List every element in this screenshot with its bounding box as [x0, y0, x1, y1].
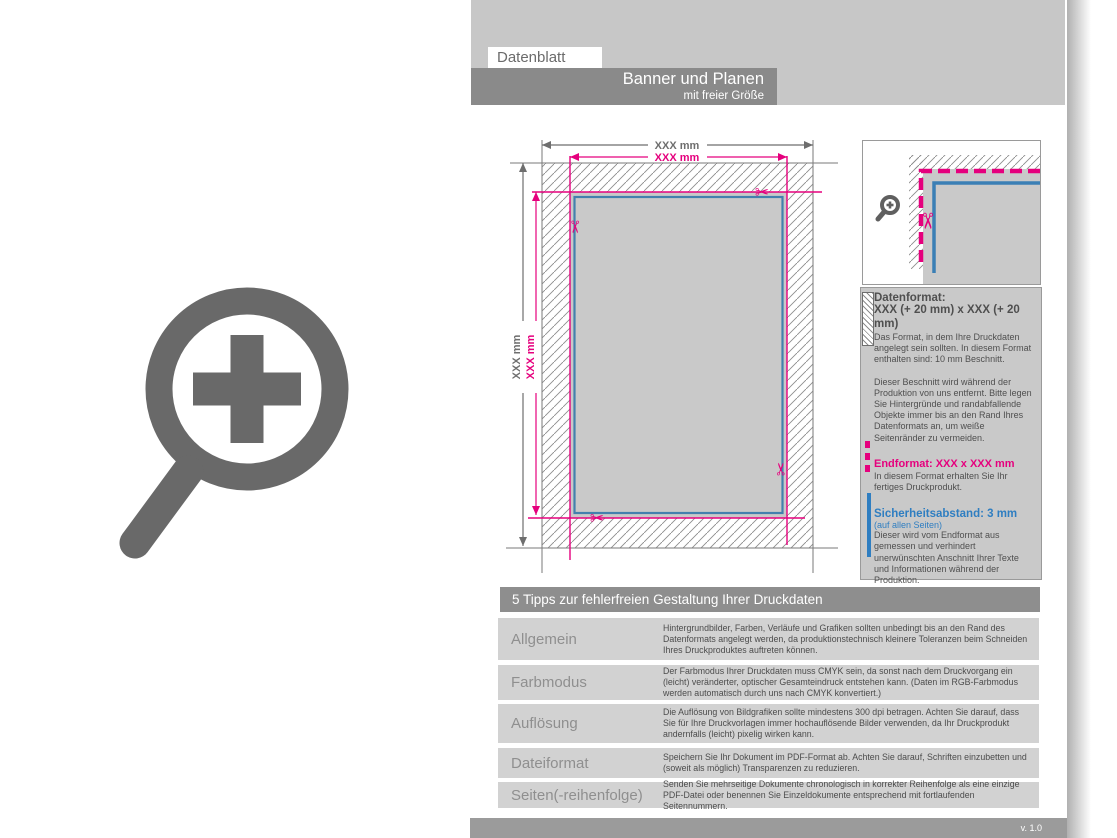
- bleed-diagram: [500, 128, 860, 588]
- dim-width-inner: XXX mm: [654, 152, 700, 164]
- page-title: Banner und Planen: [622, 70, 764, 88]
- safety-heading: Sicherheitsabstand: 3 mm: [874, 508, 1018, 521]
- scissors-icon: ✂: [754, 183, 770, 202]
- safety-bar: [867, 493, 871, 557]
- row-text: Der Farbmodus Ihrer Druckdaten muss CMYK sein, da sonst nach dem Druckvorgang ein (leicht) veränderter, optischer Gesamteindruck entstehen kann. (Daten im RGB-Farbmodus werden automatisch durch uns nach CMYK konvertiert.): [663, 666, 1018, 698]
- row-label: Auflösung: [511, 715, 578, 732]
- table-row: [498, 665, 1039, 700]
- title-banner: [471, 68, 777, 105]
- bleed-hatch-icon: [862, 292, 874, 346]
- page-subtitle: mit freier Größe: [683, 90, 764, 102]
- row-text: Speichern Sie Ihr Dokument im PDF-Format ab. Achten Sie darauf, Schriften einzubetten und (soweit als möglich) Transparenzen zu reduzieren.: [663, 752, 1027, 773]
- endformat-description: In diesem Format erhalten Sie Ihr fertiges Druckprodukt.: [874, 470, 1008, 493]
- safety-description: Dieser wird vom Endformat aus gemessen und verhindert unerwünschten Anschnitt Ihrer Texte und Informationen während der Produktion.: [874, 530, 1019, 586]
- table-row: [498, 748, 1039, 778]
- table-row: [498, 704, 1039, 743]
- dim-height-inner: XXX mm: [525, 334, 537, 380]
- row-label: Dateiformat: [511, 754, 589, 772]
- row-label: Farbmodus: [511, 674, 587, 691]
- tab-label: Datenblatt: [497, 49, 566, 66]
- endformat-heading: Endformat: XXX x XXX mm: [874, 457, 1015, 470]
- endformat-area: [570, 192, 787, 518]
- scissors-icon: ✂: [772, 461, 791, 477]
- datenformat-heading: Datenformat:: [874, 292, 946, 304]
- datenformat-value: XXX (+ 20 mm) x XXX (+ 20 mm): [874, 304, 1020, 330]
- footer-bar: [470, 818, 1067, 838]
- table-row: [498, 618, 1039, 660]
- version-label: v. 1.0: [1020, 823, 1042, 833]
- corner-zoom-preview: [862, 140, 1041, 285]
- endformat-dash-bar: [865, 441, 870, 473]
- format-info-panel: [860, 287, 1042, 586]
- magnifier-plus-icon: [60, 255, 440, 585]
- page-edge-shadow: [1067, 0, 1091, 838]
- scissors-icon: ✂: [589, 509, 605, 528]
- datenformat-description: Das Format, in dem Ihre Druckdaten angelegt sein sollten. In diesem Format enthalten sind: 10 mm Beschnitt.: [874, 332, 1032, 365]
- safety-subheading: (auf allen Seiten): [874, 520, 943, 531]
- tips-title: 5 Tipps zur fehlerfreien Gestaltung Ihrer Druckdaten: [512, 592, 823, 607]
- row-label: Allgemein: [511, 630, 577, 648]
- dim-width-outer: XXX mm: [654, 140, 700, 152]
- tab-datenblatt: [488, 47, 602, 68]
- tips-title-bar: [500, 587, 1040, 612]
- row-label: Seiten(-reihenfolge): [511, 786, 643, 804]
- row-text: Die Auflösung von Bildgrafiken sollte mindestens 300 dpi betragen. Achten Sie darauf, dass Sie für Ihre Druckvorlagen immer hochauflösende Bilder verwenden, da Ihr Druckprodukt andernfalls (leicht) pixelig wirken kann.: [663, 707, 1020, 739]
- row-text: Senden Sie mehrseitige Dokumente chronologisch in korrekter Reihenfolge als eine einzige PDF-Datei oder benennen Sie Einzeldokumente entsprechend mit fortlaufenden Seitennummern.: [663, 778, 1020, 811]
- table-row: [498, 778, 1039, 811]
- zoom-icon: [878, 197, 898, 219]
- dim-height-outer: XXX mm: [511, 334, 523, 380]
- scissors-icon: ✂: [915, 211, 940, 231]
- row-text: Hintergrundbilder, Farben, Verläufe und Grafiken sollten unbedingt bis an den Rand des Datenformats angelegt werden, da produktionstechnisch kleinere Toleranzen beim Schneiden Ihres Druckproduktes auftreten können.: [663, 622, 1028, 655]
- scissors-icon: ✂: [565, 219, 584, 235]
- datenformat-note: Dieser Beschnitt wird während der Produktion von uns entfernt. Bitte legen Sie Hintergründe und randabfallende Objekte immer bis an den Rand Ihres Datenformats an, um weiße Seitenränder zu vermeiden.: [874, 376, 1032, 443]
